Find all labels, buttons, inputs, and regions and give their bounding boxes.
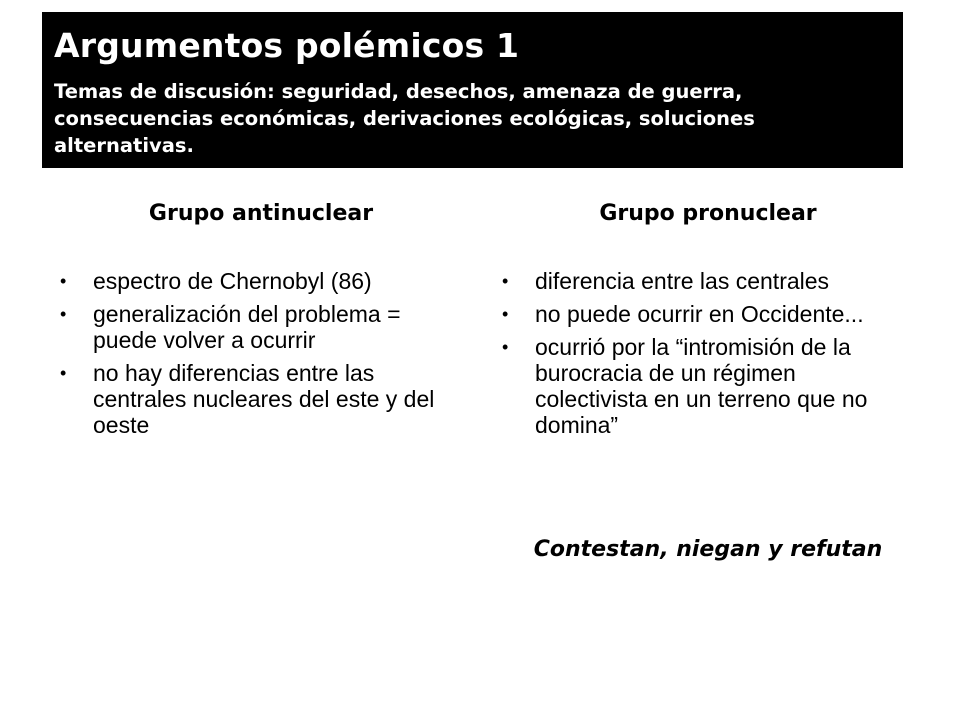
list-item-text: ocurrió por la “intromisión de la burocracia de un régimen colectivista en un terreno que no domina”: [535, 334, 868, 438]
list-item: [498, 301, 908, 327]
list-item: [56, 268, 466, 294]
slide-title: Argumentos polémicos 1: [54, 26, 520, 65]
pronuclear-list: [498, 268, 908, 438]
bullet-icon: •: [502, 271, 509, 291]
list-item: [56, 360, 466, 438]
list-item: [56, 301, 466, 353]
list-item-text: diferencia entre las centrales: [535, 268, 830, 294]
bullet-icon: •: [60, 271, 67, 291]
list-item-text: generalización del problema = puede volver a ocurrir: [93, 301, 401, 353]
antinuclear-column: [56, 196, 466, 445]
antinuclear-heading: Grupo antinuclear: [148, 201, 374, 226]
antinuclear-list: [56, 268, 466, 438]
list-item: [498, 268, 908, 294]
bullet-icon: •: [502, 337, 509, 357]
pronuclear-conclusion: Contestan, niegan y refutan: [533, 537, 883, 562]
bullet-icon: •: [502, 304, 509, 324]
title-banner: [42, 12, 903, 168]
bullet-icon: •: [60, 363, 67, 383]
pronuclear-heading: Grupo pronuclear: [599, 201, 817, 226]
list-item-text: no puede ocurrir en Occidente...: [535, 301, 864, 327]
pronuclear-column: [498, 196, 908, 445]
slide-subtitle: Temas de discusión: seguridad, desechos, amenaza de guerra, consecuencias económicas, derivaciones ecológicas, soluciones alternativas.: [54, 80, 755, 157]
bullet-icon: •: [60, 304, 67, 324]
list-item-text: espectro de Chernobyl (86): [93, 268, 372, 294]
list-item: [498, 334, 908, 438]
list-item-text: no hay diferencias entre las centrales nucleares del este y del oeste: [93, 360, 435, 438]
